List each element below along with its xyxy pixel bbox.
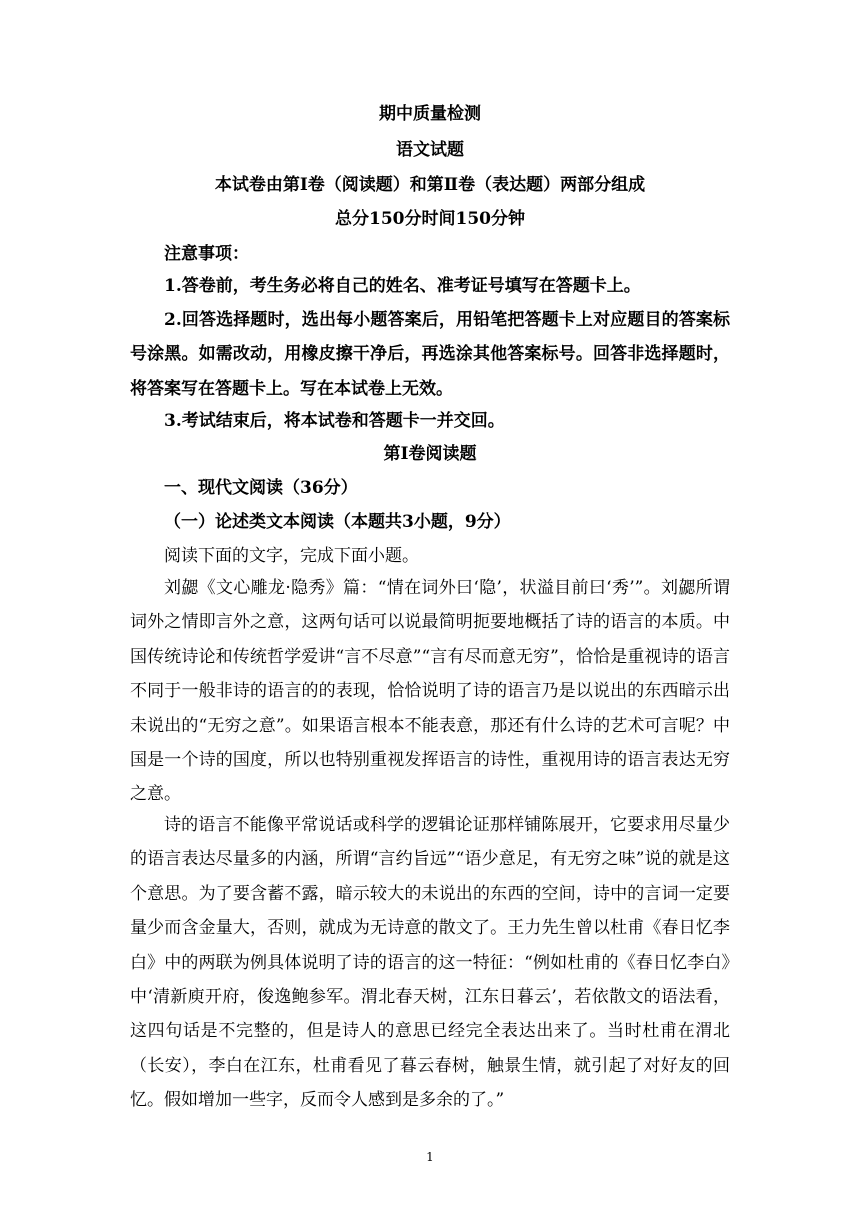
notice-item-3: 3.考试结束后，将本试卷和答题卡一并交回。 bbox=[164, 411, 505, 431]
section-heading: 一、现代文阅读（36分） bbox=[164, 478, 358, 498]
exam-title: 期中质量检测 bbox=[379, 104, 481, 124]
notice-heading: 注意事项： bbox=[164, 244, 249, 264]
reading-instruction: 阅读下面的文字，完成下面小题。 bbox=[164, 546, 419, 566]
passage-paragraph-2: 诗的语言不能像平常说话或科学的逻辑论证那样铺陈展开，它要求用尽量少的语言表达尽量多的内涵，所谓“言约旨远”“语少意足，有无穷之味”说的就是这个意思。为了要含蓄不露，暗示较大的未说出的东西的空间，诗中的言词一定要量少而含金量大，否则，就成为无诗意的散文了。王力先生曾以杜甫《春日忆李白》中的两联为例具体说明了诗的语言的这一特征：“例如杜甫的《春日忆李白》中‘清新庾开府，俊逸鲍参军。渭北春天树，江东日暮云’，若依散文的语法看，这四句话是不完整的，但是诗人的意思已经完全表达出来了。当时杜甫在渭北（长安），李白在江东，杜甫看见了暮云春树，触景生情，就引起了对好友的回忆。假如增加一些字，反而令人感到是多余的了。” bbox=[130, 815, 730, 1111]
exam-subject: 语文试题 bbox=[396, 140, 464, 160]
part1-title: 第Ⅰ卷阅读题 bbox=[383, 444, 477, 464]
passage-paragraph-1: 刘勰《文心雕龙·隐秀》篇：“情在词外曰‘隐’，状溢目前曰‘秀’”。刘勰所谓词外之情即言外之意，这两句话可以说最简明扼要地概括了诗的语言的本质。中国传统诗论和传统哲学爱讲“言不尽意”“言有尽而意无穷”，恰恰是重视诗的语言不同于一般非诗的语言的的表现，恰恰说明了诗的语言乃是以说出的东西暗示出未说出的“无穷之意”。如果语言根本不能表意，那还有什么诗的艺术可言呢？中国是一个诗的国度，所以也特别重视发挥语言的诗性，重视用诗的语言表达无穷之意。 bbox=[130, 578, 730, 805]
subsection-heading: （一）论述类文本阅读（本题共3小题，9分） bbox=[164, 512, 511, 532]
notice-item-1: 1.答卷前，考生务必将自己的姓名、准考证号填写在答题卡上。 bbox=[164, 276, 641, 296]
exam-score-time: 总分150分时间150分钟 bbox=[335, 209, 525, 229]
page-number: 1 bbox=[426, 1150, 434, 1164]
exam-composition: 本试卷由第Ⅰ卷（阅读题）和第Ⅱ卷（表达题）两部分组成 bbox=[214, 175, 646, 195]
notice-item-2: 2.回答选择题时，选出每小题答案后，用铅笔把答题卡上对应题目的答案标号涂黑。如需改动，用橡皮擦干净后，再选涂其他答案标号。回答非选择题时，将答案写在答题卡上。写在本试卷上无效。 bbox=[130, 310, 730, 399]
